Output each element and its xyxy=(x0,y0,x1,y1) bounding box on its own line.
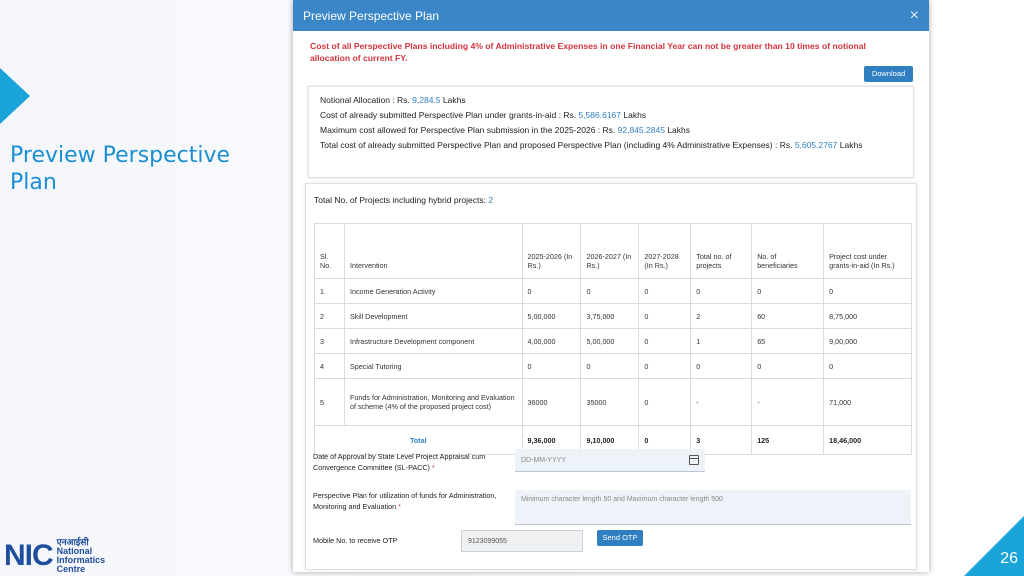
col-2027-2028: 2027-2028 (In Rs.) xyxy=(639,224,691,279)
cell: - xyxy=(752,379,824,426)
cell: 0 xyxy=(691,279,752,304)
cell: - xyxy=(691,379,752,426)
plan-textarea[interactable]: Minimum character length 50 and Maximum character length 500 xyxy=(515,490,911,525)
col-total-projects: Total no. of projects xyxy=(691,224,752,279)
cell: 0 xyxy=(522,279,581,304)
cell: 0 xyxy=(581,279,639,304)
projects-count: Total No. of Projects including hybrid projects: 2 xyxy=(314,195,494,205)
submitted-cost: Cost of already submitted Perspective Plan under grants-in-aid : Rs. 5,586.6167 Lakhs xyxy=(320,110,647,120)
cell: 0 xyxy=(581,354,639,379)
cell: 2 xyxy=(315,304,345,329)
cell: 60 xyxy=(752,304,824,329)
cell: 65 xyxy=(752,329,824,354)
table-row xyxy=(315,304,912,329)
download-button[interactable]: Download xyxy=(864,66,913,82)
table-row xyxy=(315,329,912,354)
calendar-icon[interactable] xyxy=(689,455,699,465)
page-number: 26 xyxy=(1000,550,1018,567)
nic-line-3: Centre xyxy=(56,564,86,574)
nic-line-2: Informatics xyxy=(56,555,106,565)
cell: 0 xyxy=(639,304,691,329)
cell: 5,00,000 xyxy=(581,329,639,354)
total-label: Total xyxy=(315,426,523,455)
mobile-input[interactable]: 9123099055 xyxy=(461,530,583,552)
nic-hindi: एनआईसी xyxy=(56,537,89,547)
total-cell: 9,10,000 xyxy=(581,426,639,455)
total-cell: 0 xyxy=(639,426,691,455)
col-sl-no: Sl. No. xyxy=(315,224,345,279)
preview-modal xyxy=(293,0,929,572)
cell: 4 xyxy=(315,354,345,379)
arrow-decoration xyxy=(0,68,30,124)
mobile-label: Mobile No. to receive OTP xyxy=(313,536,398,545)
table-header-row xyxy=(315,224,912,279)
cell: 2 xyxy=(691,304,752,329)
close-icon[interactable]: × xyxy=(909,6,919,24)
cell: 0 xyxy=(691,354,752,379)
cell: 3,75,000 xyxy=(581,304,639,329)
cell: 9,00,000 xyxy=(824,329,912,354)
max-cost: Maximum cost allowed for Perspective Plan submission in the 2025-2026 : Rs. 92,845.2845 Lakhs xyxy=(320,125,690,135)
modal-title: Preview Perspective Plan xyxy=(303,8,440,23)
total-cell: 3 xyxy=(691,426,752,455)
date-placeholder: DD-MM-YYYY xyxy=(521,457,567,464)
cell: Infrastructure Development component xyxy=(344,329,522,354)
nic-mark: NIC xyxy=(4,539,53,572)
cell: Special Tutoring xyxy=(344,354,522,379)
total-cell: 18,46,000 xyxy=(824,426,912,455)
cell: 71,000 xyxy=(824,379,912,426)
cell: 0 xyxy=(639,354,691,379)
cell: 0 xyxy=(824,354,912,379)
cell: 0 xyxy=(752,354,824,379)
cell: Income Generation Activity xyxy=(344,279,522,304)
total-cell: 125 xyxy=(752,426,824,455)
cell: 4,00,000 xyxy=(522,329,581,354)
cell: 3 xyxy=(315,329,345,354)
cell: 0 xyxy=(639,279,691,304)
cell: 0 xyxy=(639,329,691,354)
total-cell: 9,36,000 xyxy=(522,426,581,455)
cell: 5,00,000 xyxy=(522,304,581,329)
table-row xyxy=(315,354,912,379)
projects-table xyxy=(314,223,912,455)
table-row xyxy=(315,379,912,426)
approval-date-label: Date of Approval by State Level Project Appraisal cum Convergence Committee (SL-PACC) * xyxy=(313,452,486,472)
nic-text xyxy=(57,538,106,574)
cell: 0 xyxy=(752,279,824,304)
cell: 1 xyxy=(315,279,345,304)
warning-text: Cost of all Perspective Plans including 4% of Administrative Expenses in one Financial Year can not be greater than 10 times of notional allocation of current FY. xyxy=(310,41,866,63)
col-project-cost: Project cost under grants-in-aid (In Rs.) xyxy=(824,224,912,279)
plan-label: Perspective Plan for utilization of funds for Administration, Monitoring and Evaluation * xyxy=(313,491,497,511)
col-2026-2027: 2026-2027 (In Rs.) xyxy=(581,224,639,279)
nic-line-1: National xyxy=(56,546,93,556)
cell: 8,75,000 xyxy=(824,304,912,329)
cell: Funds for Administration, Monitoring and Evaluation of scheme (4% of the proposed project cost) xyxy=(344,379,522,426)
col-beneficiaries: No. of beneficiaries xyxy=(752,224,824,279)
col-intervention: Intervention xyxy=(344,224,522,279)
cell: 1 xyxy=(691,329,752,354)
approval-date-input[interactable] xyxy=(515,449,705,472)
table-row xyxy=(315,279,912,304)
col-2025-2026: 2025-2026 (In Rs.) xyxy=(522,224,581,279)
total-cost: Total cost of already submitted Perspective Plan and proposed Perspective Plan (including 4% Administrative Expenses) : Rs. 5,605.2767 Lakhs xyxy=(320,140,863,150)
cell: 0 xyxy=(824,279,912,304)
nic-logo xyxy=(4,538,105,574)
allocation-info-box xyxy=(308,86,914,178)
cell: 35000 xyxy=(581,379,639,426)
cell: 36000 xyxy=(522,379,581,426)
send-otp-button[interactable]: Send OTP xyxy=(597,530,643,546)
notional-allocation: Notional Allocation : Rs. 9,284.5 Lakhs xyxy=(320,95,466,105)
cell: 5 xyxy=(315,379,345,426)
cell: 0 xyxy=(639,379,691,426)
modal-header xyxy=(293,0,929,31)
cell: Skill Development xyxy=(344,304,522,329)
slide-title: Preview Perspective Plan xyxy=(10,143,231,195)
cell: 0 xyxy=(522,354,581,379)
